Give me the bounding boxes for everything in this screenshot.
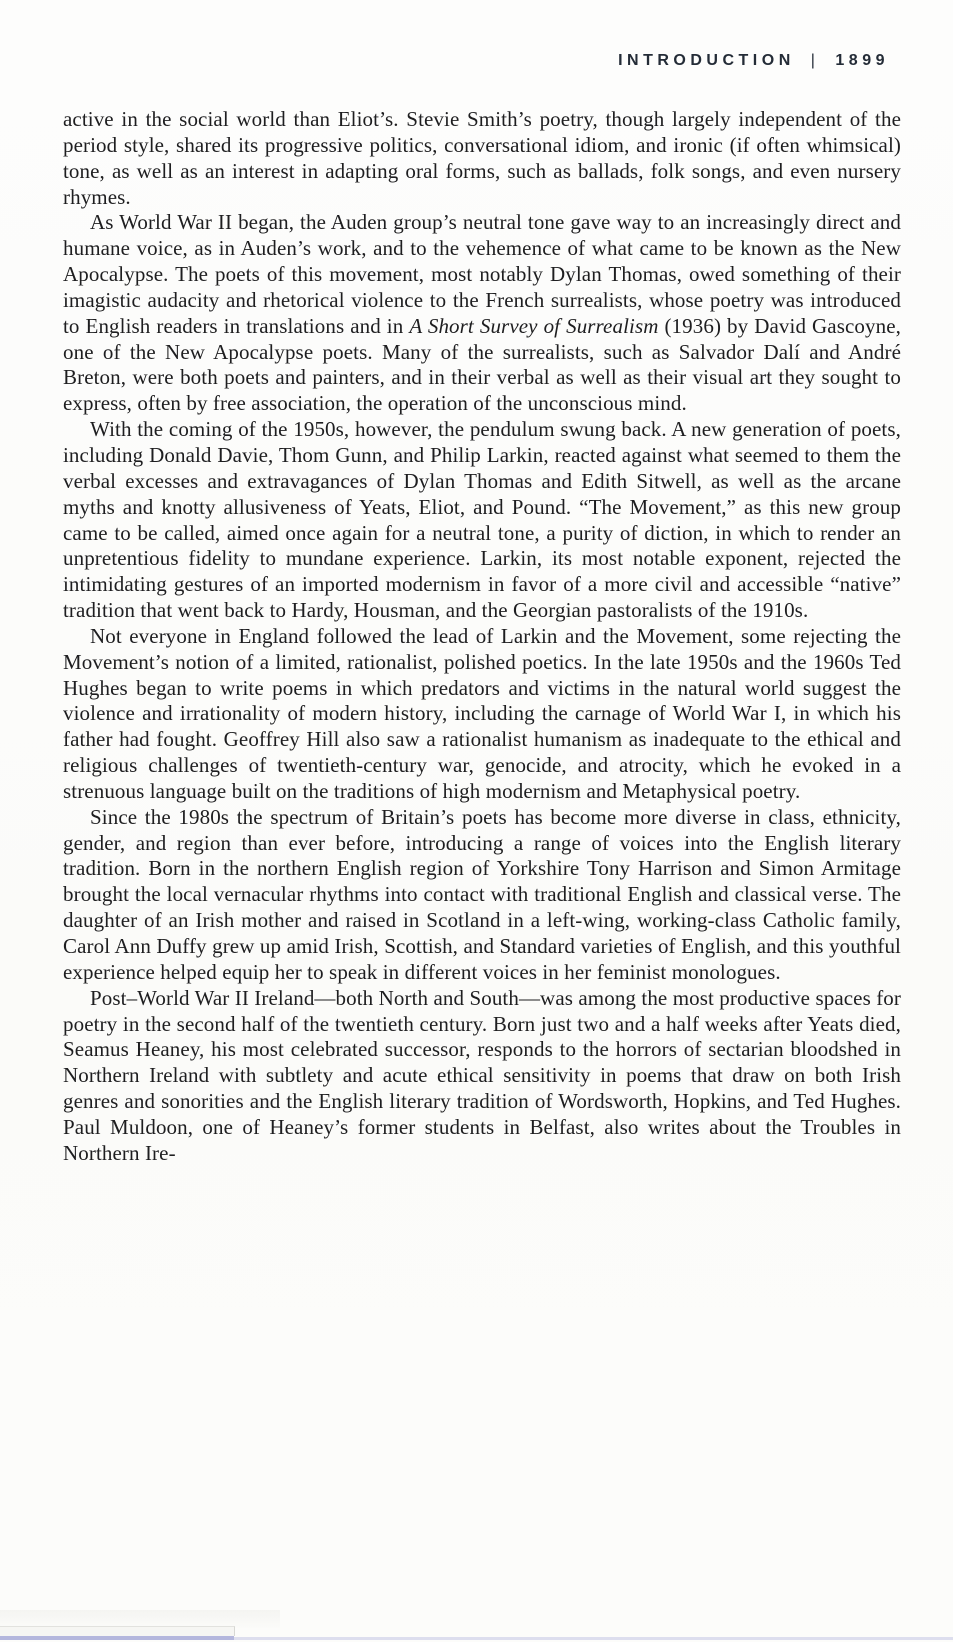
italic-book-title: A Short Survey of Surrealism: [409, 313, 659, 338]
text-segment: With the coming of the 1950s, however, the pendulum swung back. A new generation of poets, including Donald Davie, Thom Gunn, and Philip Larkin, reacted against what seemed to them the verbal excesses and extravagances of Dylan Thomas and Edith Sitwell, as well as the arcane myths and knotty allusiveness of Yeats, Eliot, and Pound. “The Movement,” as this new group came to be called, aimed once again for a neutral tone, a purity of diction, in which to render an unpretentious fidelity to mundane experience. Larkin, its most notable exponent, rejected the intimidating gestures of an imported modernism in favor of a more civil and accessible “native” tradition that went back to Hardy, Housman, and the Georgian pastoralists of the 1910s.: [63, 417, 901, 623]
header-section-title: INTRODUCTION: [618, 52, 795, 69]
header-separator: |: [810, 52, 820, 69]
page-header: [618, 52, 889, 70]
text-segment: active in the social world than Eliot’s. Stevie Smith’s poetry, though largely independent of the period style, shared its progressive politics, conversational idiom, and ironic (if often whimsical) tone, as well as an interest in adapting oral forms, such as ballads, folk songs, and even nursery rhymes.: [63, 107, 901, 209]
paragraph: [63, 986, 901, 1167]
scan-artifact-line-left: [0, 1636, 234, 1640]
text-segment: Not everyone in England followed the lead of Larkin and the Movement, some rejecting the Movement’s notion of a limited, rationalist, polished poetics. In the late 1950s and the 1960s Ted Hughes began to write poems in which predators and victims in the natural world suggest the violence and irrationality of modern history, including the carnage of World War I, in which his father had fought. Geoffrey Hill also saw a rationalist humanism as inadequate to the ethical and religious challenges of twentieth-century war, genocide, and atrocity, which he evoked in a strenuous language built on the traditions of high modernism and Metaphysical poetry.: [63, 623, 901, 803]
page-body: [63, 107, 901, 1167]
paragraph: [63, 210, 901, 417]
text-segment: (1936) by David Gascoyne, one of the New Apocalypse poets. Many of the surrealists, such as Salvador Dalí and André Breton, were both poets and painters, and in their verbal as well as their visual art they sought to express, often by free association, the operation of the unconscious mind.: [63, 313, 901, 416]
paragraph: [63, 624, 901, 805]
text-segment: Since the 1980s the spectrum of Britain’s poets has become more diverse in class, ethnicity, gender, and region than ever before, introducing a range of voices into the English literary tradition. Born in the northern English region of Yorkshire Tony Harrison and Simon Armitage brought the local vernacular rhythms into contact with traditional English and classical verse. The daughter of an Irish mother and raised in Scotland in a left-wing, working-class Catholic family, Carol Ann Duffy grew up amid Irish, Scottish, and Standard varieties of English, and this youthful experience helped equip her to speak in different voices in her feminist monologues.: [63, 804, 901, 984]
paragraph: [63, 417, 901, 624]
text-segment: Post–World War II Ireland—both North and South—was among the most productive spaces for poetry in the second half of the twentieth century. Born just two and a half weeks after Yeats died, Seamus Heaney, his most celebrated successor, responds to the horrors of sectarian bloodshed in Northern Ireland with subtlety and acute ethical sensitivity in poems that draw on both Irish genres and sonorities and the English literary tradition of Wordsworth, Hopkins, and Ted Hughes. Paul Muldoon, one of Heaney’s former students in Belfast, also writes about the Troubles in Northern Ire-: [63, 985, 901, 1165]
paragraph: [63, 107, 901, 210]
scan-artifact-line-right: [234, 1637, 953, 1640]
paragraph: [63, 805, 901, 986]
scanned-page-edge: [0, 1626, 235, 1636]
text-segment: As World War II began, the Auden group’s neutral tone gave way to an increasingly direct and humane voice, as in Auden’s work, and to the vehemence of what came to be known as the New Apocalypse. The poets of this movement, most notably Dylan Thomas, owed something of their imagistic audacity and rhetorical violence to the French surrealists, whose poetry was introduced to English readers in translations and in: [63, 210, 901, 338]
header-page-number: 1899: [835, 52, 889, 69]
